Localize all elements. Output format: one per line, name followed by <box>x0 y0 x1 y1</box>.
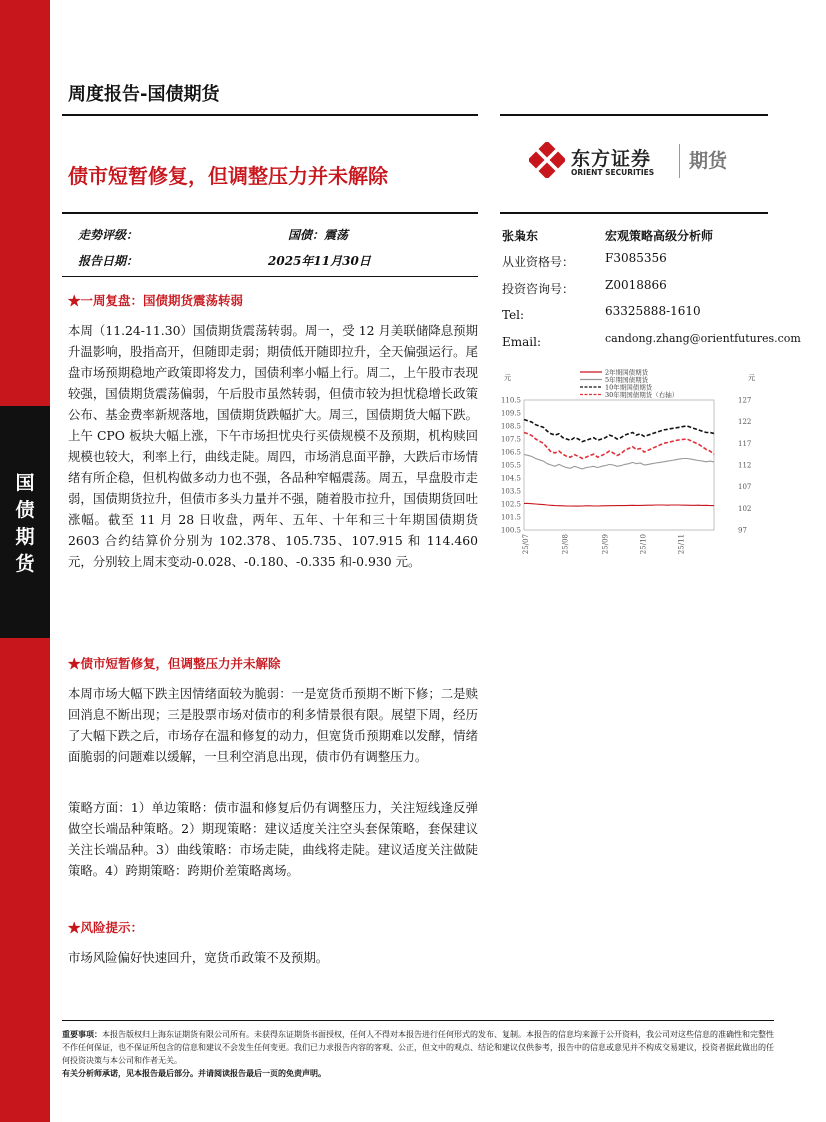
section-heading <box>68 291 243 309</box>
chart-xtick-label: 25/08 <box>561 534 570 555</box>
report-title: 债市短暂修复，但调整压力并未解除 <box>68 164 388 188</box>
logo-text-en: ORIENT SECURITIES <box>571 168 655 177</box>
risk-paragraph: 市场风险偏好快速回升，宽货币政策不及预期。 <box>68 950 329 965</box>
chart-y2tick-label: 102 <box>738 504 752 513</box>
chart-ytick-label: 104.5 <box>500 474 521 483</box>
chart-ytick-label: 106.5 <box>500 448 521 457</box>
rating-label: 走势评级： <box>78 228 139 242</box>
logo-text-cn: 东方证券 <box>571 148 652 170</box>
sidebar-char: 国 <box>15 472 35 494</box>
chart-xtick-label: 25/11 <box>677 534 686 555</box>
chart-legend-label: 30年期国债期货（右轴） <box>605 390 679 399</box>
star-icon: ★ <box>68 293 81 308</box>
chart-xtick-label: 25/10 <box>639 534 648 555</box>
rating-value: 国债：震荡 <box>288 228 349 242</box>
analyst-commitment: 有关分析师承诺，见本报告最后部分。并请阅读报告最后一页的免责声明。 <box>62 1068 326 1078</box>
bond-futures-chart <box>500 366 780 566</box>
disclaimer <box>62 1028 774 1067</box>
meta-rule <box>62 212 478 214</box>
chart-xtick-label: 25/09 <box>601 534 610 555</box>
section-heading <box>68 654 281 672</box>
analyst-name: 张枭东 <box>502 229 539 243</box>
chart-legend-label: 2年期国债期货 <box>605 368 649 377</box>
analyst-rule <box>500 212 768 214</box>
chart-ytick-label: 107.5 <box>500 435 521 444</box>
outlook-paragraph: 本周市场大幅下跌主因情绪面较为脆弱：一是宽货币预期不断下修；二是赎回消息不断出现；三是股票市场对债市的利多情景很有限。展望下周，经历了大幅下跌之后，市场存在温和修复的动力，但宽货币预期难以发酵，情绪面脆弱的问题难以缓解，一旦利空消息出现，债市仍有调整压力。 <box>68 686 478 764</box>
chart-ytick-label: 108.5 <box>500 422 521 431</box>
analyst-row-value: 63325888-1610 <box>605 304 701 318</box>
chart-y2tick-label: 107 <box>738 483 752 492</box>
chart-ytick-label: 102.5 <box>500 500 521 509</box>
chart-ytick-label: 103.5 <box>500 487 521 496</box>
chart-y2tick-label: 122 <box>738 418 752 427</box>
chart-series-line <box>524 433 714 459</box>
analyst-title: 宏观策略高级分析师 <box>605 229 714 243</box>
logo-separator <box>679 144 680 178</box>
analyst-row-label: 投资咨询号： <box>502 282 575 296</box>
header-rule-right <box>500 114 768 116</box>
disclaimer-label: 重要事项： <box>62 1029 102 1039</box>
logo-text-futures: 期货 <box>689 150 728 172</box>
analyst-row-label: Email: <box>502 335 542 349</box>
chart-series-line <box>524 455 714 469</box>
chart-y2tick-label: 112 <box>738 461 752 470</box>
company-logo <box>527 140 767 180</box>
chart-ytick-label: 105.5 <box>500 461 521 470</box>
chart-series-line <box>524 420 714 442</box>
header-rule-left <box>62 114 478 116</box>
date-label: 报告日期： <box>78 254 139 268</box>
analyst-row-value: F3085356 <box>605 251 667 265</box>
chart-ylabel: 元 <box>504 374 511 382</box>
section-heading-text: 风险提示： <box>80 920 144 935</box>
sidebar-label <box>0 470 50 578</box>
analyst-row-value: Z0018866 <box>605 278 667 292</box>
section-heading-text: 一周复盘：国债期货震荡转弱 <box>80 293 244 308</box>
star-icon: ★ <box>68 656 81 671</box>
sidebar-char: 货 <box>15 553 35 575</box>
footer-rule <box>62 1020 774 1021</box>
chart-y2label: 元 <box>748 374 755 382</box>
star-icon: ★ <box>68 920 81 935</box>
chart-ytick-label: 109.5 <box>500 409 521 418</box>
chart-y2tick-label: 117 <box>738 439 752 448</box>
chart-ytick-label: 110.5 <box>500 396 521 405</box>
report-type: 周度报告-国债期货 <box>68 84 220 105</box>
sidebar-char: 期 <box>15 526 35 548</box>
chart-y2tick-label: 127 <box>738 396 752 405</box>
chart-legend-label: 5年期国债期货 <box>605 375 649 384</box>
section-heading <box>68 918 143 936</box>
chart-legend-label: 10年期国债期货 <box>605 383 653 392</box>
review-paragraph: 本周（11.24-11.30）国债期货震荡转弱。周一，受 12 月美联储降息预期升温影响，股指高开，但随即走弱；期债低开随即拉升，全天偏强运行。尾盘市场预期稳地产政策即将发力，国债利率小幅上行。周二，上午股市表现较强，国债期货震荡偏弱，午后股市虽然转弱，但债市较为担忧稳增长政策公布、基金费率新规落地，国债期货跌幅扩大。周三，国债期货大幅下跌。上午 CPO 板块大幅上涨，下午市场担忧央行买债规模不及预期，机构赎回规模也较大，利率上行，曲线走陡。周四，市场消息面平静，大跌后市场情绪有所企稳，但机构做多动力也不强，各品种窄幅震荡。周五，早盘股市走弱，国债期货拉升，但债市多头力量并不强，随着股市拉升，国债期货回吐涨幅。截至 11 月 28 日收盘，两年、五年、十年和三十年期国债期货 2603 合约结算价分别为 102.378、105.735、107.915 和 114.460 元，分别较上周末变动-0.028、-0.180、-0.335 和-0.930 元。 <box>68 323 478 569</box>
strategy-paragraph: 策略方面：1）单边策略：债市温和修复后仍有调整压力，关注短线逢反弹做空长端品种策略。2）期现策略：建议适度关注空头套保策略，套保建议关注长端品种。3）曲线策略：市场走陡，曲线将走陡。建议适度关注做陡策略。4）跨期策略：跨期价差策略离场。 <box>68 800 478 878</box>
analyst-row-label: 从业资格号： <box>502 255 575 269</box>
meta-rule-bottom <box>62 276 478 277</box>
analyst-email: candong.zhang@orientfutures.com <box>605 332 801 345</box>
logo-mark-icon <box>529 142 565 178</box>
section-heading-text: 债市短暂修复，但调整压力并未解除 <box>80 656 281 671</box>
chart-xtick-label: 25/07 <box>521 534 530 555</box>
disclaimer-text: 本报告版权归上海东证期货有限公司所有。未获得东证期货书面授权，任何人不得对本报告进行任何形式的发布、复制。本报告的信息均来源于公开资料，我公司对这些信息的准确性和完整性不作任何保证，也不保证所包含的信息和建议不会发生任何变更。我们已力求报告内容的客观、公正，但文中的观点、结论和建议仅供参考，报告中的信息或意见并不构成交易建议，投资者据此做出的任何投资决策与本公司和作者无关。 <box>62 1030 774 1065</box>
chart-ytick-label: 101.5 <box>500 513 521 522</box>
analyst-row-label: Tel: <box>502 308 525 322</box>
sidebar-char: 债 <box>15 499 35 521</box>
chart-ytick-label: 100.5 <box>500 526 521 535</box>
date-value: 2025年11月30日 <box>268 254 371 268</box>
chart-y2tick-label: 97 <box>738 526 747 535</box>
chart-series-line <box>524 503 714 506</box>
